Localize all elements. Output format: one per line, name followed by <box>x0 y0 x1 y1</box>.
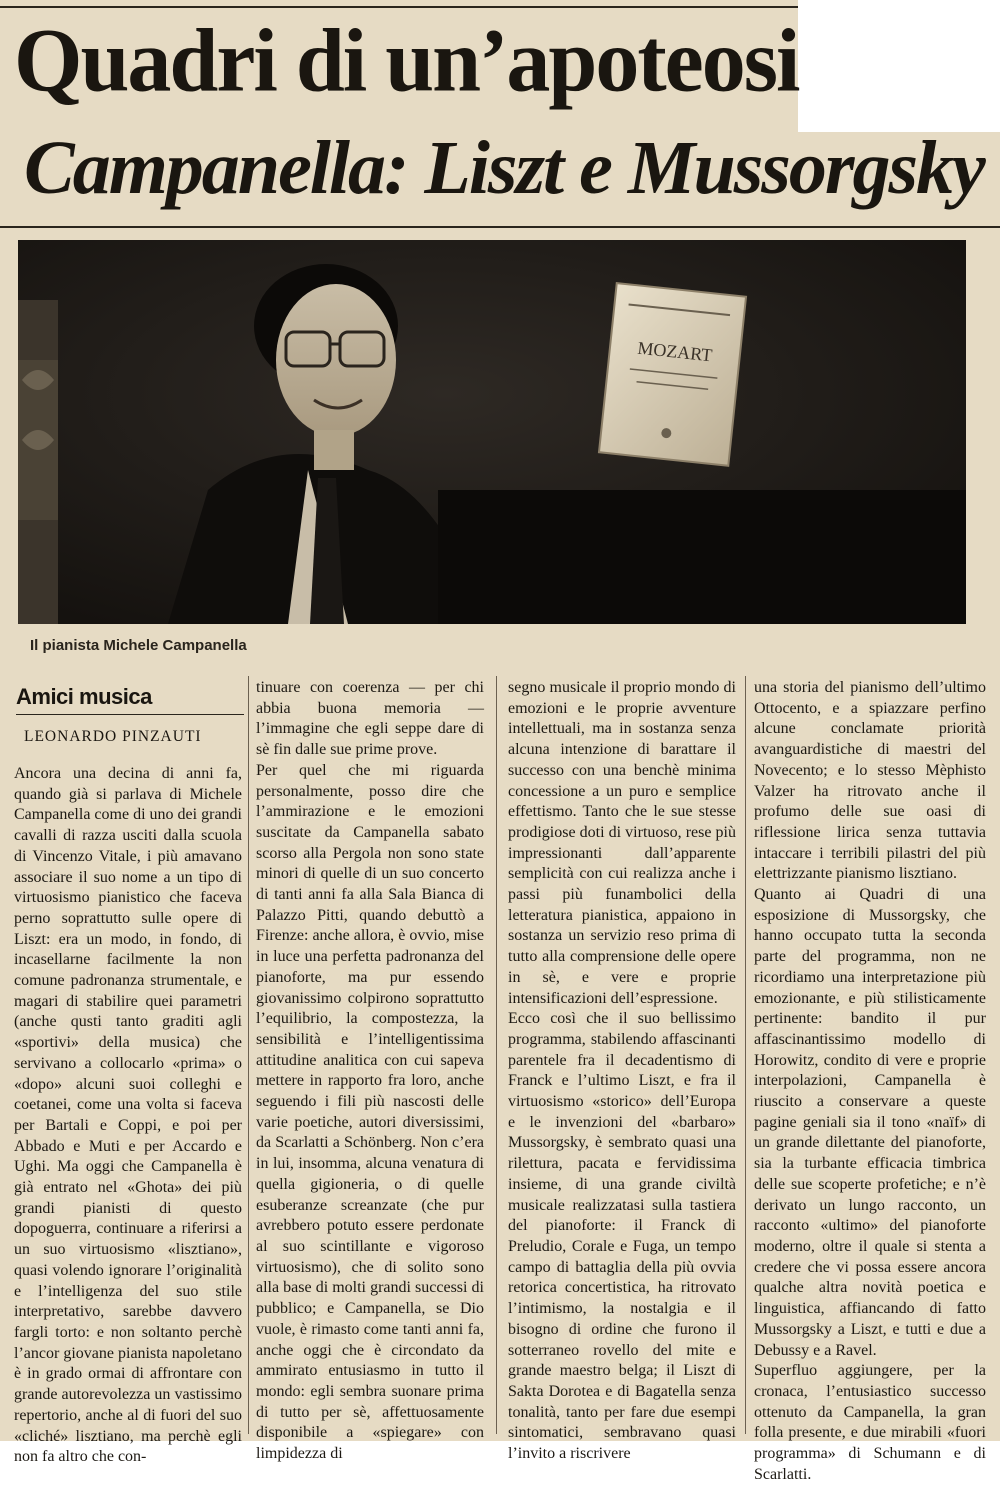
article-column-3: segno musicale il proprio mondo di emozioni e le proprie avventure intellettuali, ma in sostanza senza alcuna intenzione di barattare il successo con una benchè minima concessione a un puro e semplice effettismo. Tanto che le sue stesse prodigiose doti di virtuoso, rese più impressionanti dall’apparente semplicità con cui realizza anche i passi più funambolici della letteratura pianistica, appaiono in sostanza un servizio reso prima di tutto alla comprensione delle opere in sè, e vere e proprie intensificazioni dell’espressione. Ecco così che il suo bellissimo programma, stabilendo affascinanti parentele fra il decadentismo di Franck e l’ultimo Liszt, e fra il virtuosismo «storico» dell’Europa e le invenzioni del «barbaro» Mussorgsky, è sembrato quasi una rilettura, pacata e fervidissima insieme, di una grande civiltà musicale realizzatasi sulla tastiera del pianoforte: il Franck di Preludio, Corale e Fuga, un tempo campo di battaglia della più ovvia retorica concertistica, ha ritrovato l’intimismo, la nostalgia e il bisogno di ordine che furono il sotterraneo rovello del mite e grande maestro belga; il Liszt di Sakta Dorotea e di Bagatella senza tonalità, tanto per fare due esempi sintomatici, sembravano quasi l’invito a riscrivere <box>508 679 736 1463</box>
photo-caption: Il pianista Michele Campanella <box>30 637 247 654</box>
pianist-photo <box>18 240 966 624</box>
top-rule <box>0 6 798 8</box>
column-divider <box>496 676 497 1434</box>
subheadline: Campanella: Liszt e Mussorgsky <box>24 126 984 210</box>
author-byline: LEONARDO PINZAUTI <box>24 728 202 745</box>
column-divider <box>248 676 249 1434</box>
score-title: MOZART <box>636 337 714 366</box>
page-corner <box>798 0 1000 132</box>
section-heading: Amici musica <box>16 684 244 715</box>
pianist-photo-graphic <box>18 240 966 624</box>
column-divider <box>745 676 746 1434</box>
article-column-2: tinuare con coerenza — per chi abbia buona memoria — l’immagine che egli seppe dare di sè fin dalle sue prime prove. Per quel che mi riguarda personalmente, posso dire che l’ammirazione e le emozioni suscitate da Campanella sabato scorso alla Pergola non sono state minori di quelle di un suo concerto di tanti anni fa alla Sala Bianca di Palazzo Pitti, quando debuttò a Firenze: anche allora, è ovvio, mise in luce una perfetta padronanza del pianoforte, ma pur essendo giovanissimo colpirono soprattutto l’equilibrio, la compostezza, la sensibilità e l’intelligentissima attitudine analitica con cui sapeva mettere in rapporto fra loro, anche seguendo i fili più nascosti delle varie poetiche, autori diversissimi, da Scarlatti a Schönberg. Non c’era in lui, insomma, alcuna venatura di quella gigioneria, o di quelle esuberanze screanzate (che pur avrebbero potuto essere perdonate al suo scintillante e vigoroso virtuosismo), che di solito sono alla base di molti grandi successi di pubblico; e Campanella, se Dio vuole, è rimasto come tanti anni fa, anche oggi che è circondato da ammirato entusiasmo in tutto il mondo: egli sembra suonare prima di tutto per sè, affettuosamente disponibile a «spiegare» con limpidezza di <box>256 679 484 1463</box>
headline-rule <box>0 226 1000 228</box>
article-column-1: Ancora una decina di anni fa, quando già si parlava di Michele Campanella come di uno dei grandi cavalli di razza usciti dalla scuola di Vincenzo Vitale, i più amavano associare il suo nome a un tipo di virtuosismo pianistico che faceva perno soprattutto sulle opere di Liszt: era un modo, in fondo, di incasellarne facilmente la non comune padronanza strumentale, e magari di stabilire quei parametri (anche qusti tanto graditi agli «sportivi» della musica) che servivano a collocarlo «prima» o «dopo» alcuni suoi colleghi e coetanei, come una volta si faceva per Bartali e Coppi, e poi per Abbado e Muti e per Accardo e Ughi. Ma oggi che Campanella è già entrato nel «Ghota» dei più grandi pianisti di questo dopoguerra, continuare a riferirsi a un suo virtuosismo «lisztiano», quasi volendo ignorare l’originalità e l’intelligenza del suo stile interpretativo, sarebbe davvero fargli torto: e non soltanto perchè l’ancor giovane pianista napoletano è in grado ormai di affrontare con grande autorevolezza un vastissimo repertorio, anche al di fuori del suo «cliché» lisztiano, ma perchè egli non fa altro che con- <box>14 765 242 1466</box>
headline: Quadri di un’apoteosi <box>14 12 799 111</box>
article-column-4: una storia del pianismo dell’ultimo Ottocento, e a spiazzare perfino alcune conclamate priorità avanguardistiche di maestri del Novecento; e lo stesso Mèphisto Valzer ha ritrovato anche il profumo delle sue oasi di riflessione lirica senza tuttavia intaccare i terribili pilastri del più elettrizzante pianismo lisztiano. Quanto ai Quadri di una esposizione di Mussorgsky, che hanno occupato tutta la seconda parte del programma, non ne ricordiamo una interpretazione più emozionante, e più stilisticamente pertinente: bandito il pur affascinantissimo modello di Horowitz, condito di vere e proprie interpolazioni, Campanella è riuscito a conservare a queste pagine geniali sia il tono «naïf» di un grande dilettante del pianoforte, sia la turbante efficacia timbrica delle sue scoperte profetiche; e n’è derivato un lungo racconto, un racconto «ultimo» del pianoforte moderno, oltre il quale si stenta a credere che vi possa essere ancora qualche altra novità poetica e linguistica, affiancando di fatto Mussorgsky a Liszt, e tutti e due a Debussy e a Ravel. Superfluo aggiungere, per la cronaca, l’entusiastico successo ottenuto da Campanella, la gran folla presente, e due mirabili «fuori programma» di Schumann e di Scarlatti. <box>754 679 986 1483</box>
